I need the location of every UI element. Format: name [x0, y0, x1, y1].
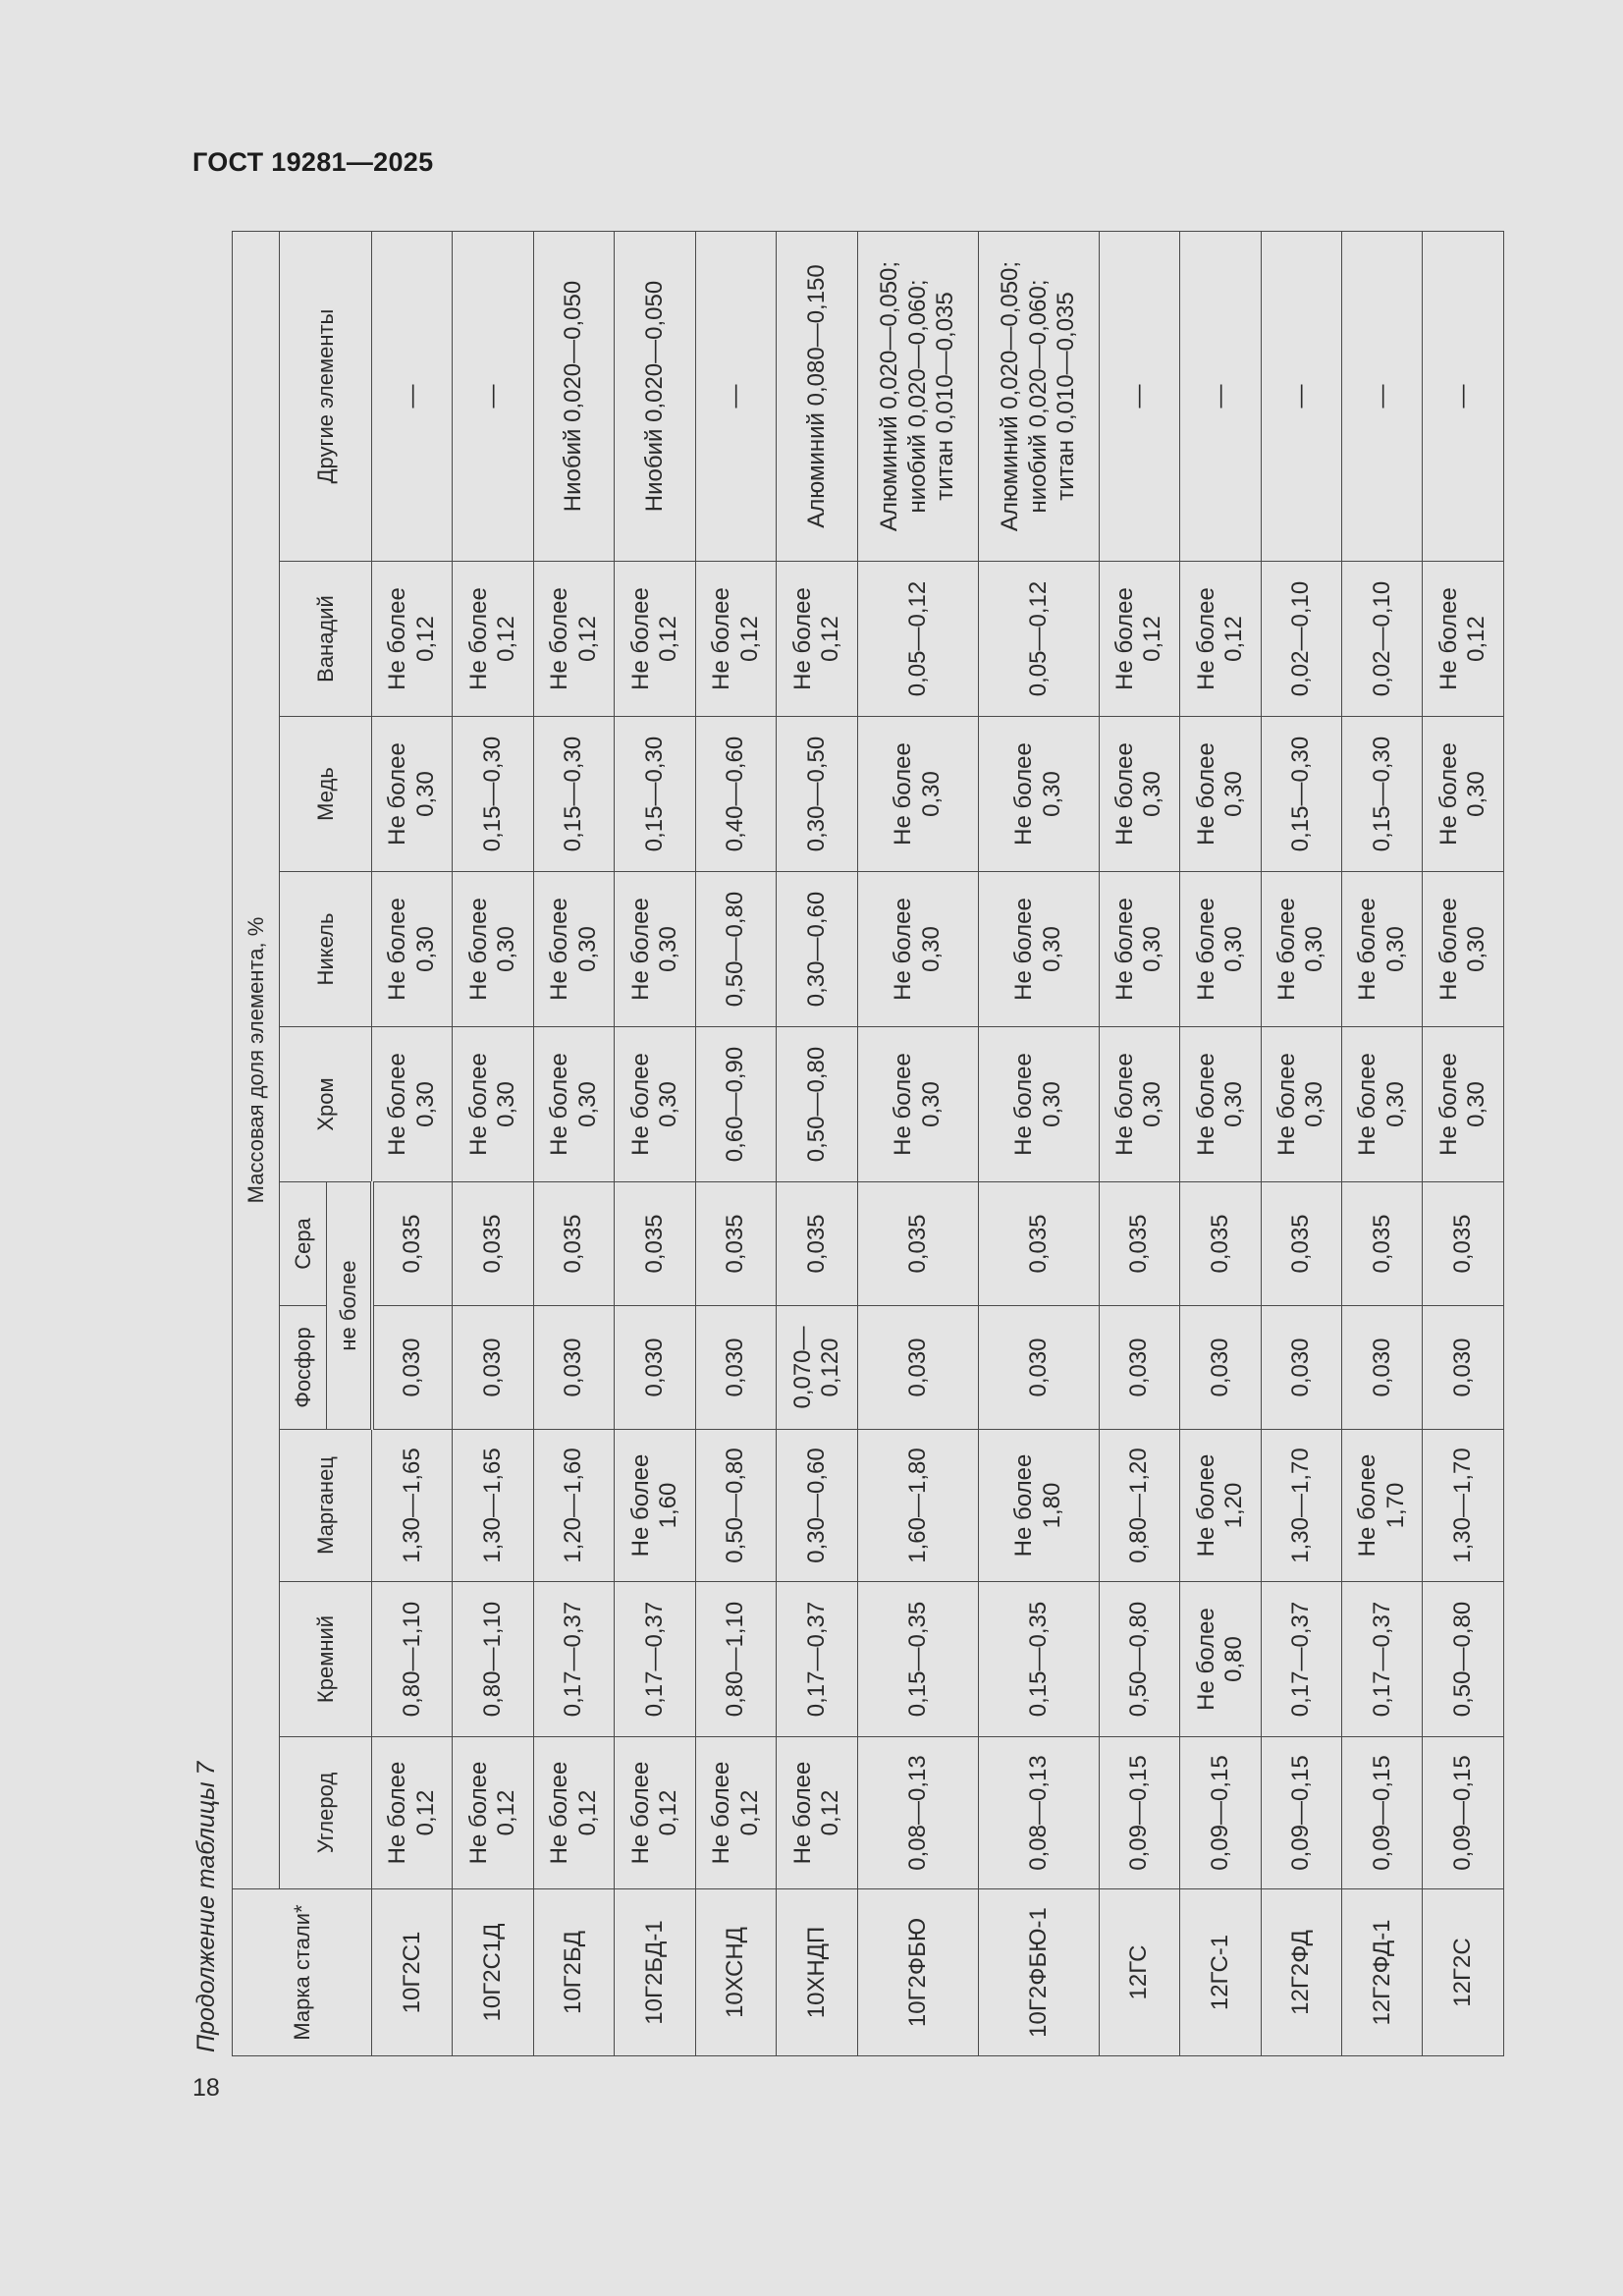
cell-vanadium: Не более 0,12	[1180, 562, 1261, 717]
cell-nickel: Не более 0,30	[1342, 872, 1423, 1027]
cell-silicon: 0,15—0,35	[978, 1582, 1099, 1737]
cell-chromium: Не более 0,30	[533, 1027, 614, 1182]
cell-other-elements: —	[695, 232, 776, 562]
cell-chromium: Не более 0,30	[1261, 1027, 1341, 1182]
cell-grade: 10Г2БД-1	[615, 1889, 695, 2056]
cell-other-elements: —	[453, 232, 533, 562]
cell-grade: 12ГС	[1099, 1889, 1179, 2056]
cell-silicon: 0,50—0,80	[1099, 1582, 1179, 1737]
cell-grade: 12Г2С	[1423, 1889, 1504, 2056]
cell-copper: Не более 0,30	[1099, 717, 1179, 872]
cell-nickel: 0,30—0,60	[777, 872, 857, 1027]
header-nickel: Никель	[280, 872, 372, 1027]
cell-phosphorus: 0,030	[1180, 1306, 1261, 1430]
cell-phosphorus: 0,030	[1423, 1306, 1504, 1430]
cell-chromium: Не более 0,30	[978, 1027, 1099, 1182]
cell-nickel: Не более 0,30	[1423, 872, 1504, 1027]
cell-sulfur: 0,035	[1099, 1182, 1179, 1306]
table-row	[695, 232, 776, 2056]
cell-silicon: 0,17—0,37	[777, 1582, 857, 1737]
cell-silicon: 0,80—1,10	[372, 1582, 453, 1737]
cell-carbon: Не более 0,12	[372, 1737, 453, 1889]
cell-vanadium: Не более 0,12	[615, 562, 695, 717]
cell-copper: 0,30—0,50	[777, 717, 857, 872]
cell-nickel: Не более 0,30	[1180, 872, 1261, 1027]
chemical-composition-table-wrapper	[232, 232, 1504, 2056]
cell-grade: 10Г2БД	[533, 1889, 614, 2056]
table-row	[1342, 232, 1423, 2056]
cell-phosphorus: 0,070— 0,120	[777, 1306, 857, 1430]
cell-chromium: 0,60—0,90	[695, 1027, 776, 1182]
cell-nickel: Не более 0,30	[615, 872, 695, 1027]
cell-manganese: 0,50—0,80	[695, 1430, 776, 1582]
cell-phosphorus: 0,030	[1261, 1306, 1341, 1430]
cell-sulfur: 0,035	[978, 1182, 1099, 1306]
cell-grade: 12Г2ФД	[1261, 1889, 1341, 2056]
table-row	[777, 232, 857, 2056]
cell-sulfur: 0,035	[615, 1182, 695, 1306]
cell-carbon: 0,09—0,15	[1342, 1737, 1423, 1889]
cell-other-elements: —	[1342, 232, 1423, 562]
cell-chromium: Не более 0,30	[615, 1027, 695, 1182]
cell-grade: 12ГС-1	[1180, 1889, 1261, 2056]
cell-other-elements: —	[1261, 232, 1341, 562]
cell-other-elements: Ниобий 0,020—0,050	[615, 232, 695, 562]
cell-vanadium: Не более 0,12	[695, 562, 776, 717]
table-row	[453, 232, 533, 2056]
header-phosphorus: Фосфор	[280, 1306, 327, 1430]
header-mass-fraction: Массовая доля элемента, %	[233, 232, 280, 1889]
cell-copper: Не более 0,30	[978, 717, 1099, 872]
cell-other-elements: —	[372, 232, 453, 562]
cell-manganese: 0,80—1,20	[1099, 1430, 1179, 1582]
cell-phosphorus: 0,030	[1342, 1306, 1423, 1430]
cell-copper: 0,15—0,30	[1261, 717, 1341, 872]
cell-other-elements: —	[1423, 232, 1504, 562]
header-not-more: не более	[327, 1182, 372, 1430]
cell-phosphorus: 0,030	[533, 1306, 614, 1430]
cell-nickel: Не более 0,30	[453, 872, 533, 1027]
cell-chromium: 0,50—0,80	[777, 1027, 857, 1182]
cell-manganese: 1,60—1,80	[857, 1430, 978, 1582]
cell-other-elements: Алюминий 0,020—0,050; ниобий 0,020—0,060; титан 0,010—0,035	[978, 232, 1099, 562]
chemical-composition-table	[232, 231, 1504, 2056]
cell-other-elements: Алюминий 0,080—0,150	[777, 232, 857, 562]
cell-chromium: Не более 0,30	[1180, 1027, 1261, 1182]
cell-copper: Не более 0,30	[1423, 717, 1504, 872]
cell-grade: 10Г2С1	[372, 1889, 453, 2056]
cell-grade: 12Г2ФД-1	[1342, 1889, 1423, 2056]
table-row	[857, 232, 978, 2056]
cell-other-elements: —	[1099, 232, 1179, 562]
cell-other-elements: —	[1180, 232, 1261, 562]
cell-grade: 10Г2ФБЮ	[857, 1889, 978, 2056]
cell-manganese: 1,30—1,70	[1423, 1430, 1504, 1582]
header-other-elements: Другие элементы	[280, 232, 372, 562]
cell-phosphorus: 0,030	[372, 1306, 453, 1430]
table-row	[1099, 232, 1179, 2056]
cell-carbon: 0,09—0,15	[1180, 1737, 1261, 1889]
cell-vanadium: Не более 0,12	[777, 562, 857, 717]
cell-phosphorus: 0,030	[978, 1306, 1099, 1430]
cell-chromium: Не более 0,30	[857, 1027, 978, 1182]
table-header	[233, 232, 372, 2056]
cell-sulfur: 0,035	[1342, 1182, 1423, 1306]
cell-sulfur: 0,035	[1261, 1182, 1341, 1306]
cell-carbon: 0,09—0,15	[1261, 1737, 1341, 1889]
cell-manganese: 1,30—1,65	[453, 1430, 533, 1582]
cell-silicon: 0,17—0,37	[615, 1582, 695, 1737]
cell-nickel: Не более 0,30	[857, 872, 978, 1027]
document-header: ГОСТ 19281—2025	[192, 147, 434, 177]
cell-vanadium: Не более 0,12	[1099, 562, 1179, 717]
cell-chromium: Не более 0,30	[1342, 1027, 1423, 1182]
table-row	[615, 232, 695, 2056]
cell-vanadium: 0,02—0,10	[1342, 562, 1423, 717]
cell-vanadium: Не более 0,12	[453, 562, 533, 717]
cell-silicon: 0,17—0,37	[1342, 1582, 1423, 1737]
cell-manganese: Не более 1,20	[1180, 1430, 1261, 1582]
cell-other-elements: Ниобий 0,020—0,050	[533, 232, 614, 562]
header-manganese: Марганец	[280, 1430, 372, 1582]
cell-copper: 0,40—0,60	[695, 717, 776, 872]
cell-vanadium: Не более 0,12	[372, 562, 453, 717]
table-row	[1180, 232, 1261, 2056]
cell-vanadium: 0,02—0,10	[1261, 562, 1341, 717]
header-vanadium: Ванадий	[280, 562, 372, 717]
cell-grade: 10Г2ФБЮ-1	[978, 1889, 1099, 2056]
cell-sulfur: 0,035	[372, 1182, 453, 1306]
cell-copper: 0,15—0,30	[1342, 717, 1423, 872]
table-body	[372, 232, 1504, 2056]
table-row	[1423, 232, 1504, 2056]
cell-sulfur: 0,035	[695, 1182, 776, 1306]
cell-manganese: 1,20—1,60	[533, 1430, 614, 1582]
cell-silicon: 0,80—1,10	[695, 1582, 776, 1737]
cell-phosphorus: 0,030	[1099, 1306, 1179, 1430]
cell-carbon: Не более 0,12	[777, 1737, 857, 1889]
cell-nickel: Не более 0,30	[978, 872, 1099, 1027]
table-row	[372, 232, 453, 2056]
cell-carbon: 0,08—0,13	[857, 1737, 978, 1889]
cell-chromium: Не более 0,30	[372, 1027, 453, 1182]
cell-grade: 10ХНДП	[777, 1889, 857, 2056]
cell-copper: Не более 0,30	[1180, 717, 1261, 872]
cell-sulfur: 0,035	[777, 1182, 857, 1306]
cell-vanadium: 0,05—0,12	[978, 562, 1099, 717]
cell-manganese: 1,30—1,65	[372, 1430, 453, 1582]
cell-manganese: Не более 1,60	[615, 1430, 695, 1582]
cell-nickel: Не более 0,30	[533, 872, 614, 1027]
header-sulfur: Сера	[280, 1182, 327, 1306]
cell-silicon: 0,17—0,37	[1261, 1582, 1341, 1737]
page-number: 18	[192, 2074, 220, 2102]
cell-carbon: 0,09—0,15	[1423, 1737, 1504, 1889]
cell-silicon: Не более 0,80	[1180, 1582, 1261, 1737]
cell-sulfur: 0,035	[1180, 1182, 1261, 1306]
cell-copper: 0,15—0,30	[453, 717, 533, 872]
cell-sulfur: 0,035	[453, 1182, 533, 1306]
cell-grade: 10ХСНД	[695, 1889, 776, 2056]
cell-copper: Не более 0,30	[372, 717, 453, 872]
cell-sulfur: 0,035	[857, 1182, 978, 1306]
cell-copper: Не более 0,30	[857, 717, 978, 872]
cell-phosphorus: 0,030	[615, 1306, 695, 1430]
header-grade: Марка стали*	[233, 1889, 372, 2056]
cell-chromium: Не более 0,30	[1423, 1027, 1504, 1182]
cell-vanadium: Не более 0,12	[533, 562, 614, 717]
cell-carbon: 0,08—0,13	[978, 1737, 1099, 1889]
cell-phosphorus: 0,030	[857, 1306, 978, 1430]
cell-nickel: Не более 0,30	[1099, 872, 1179, 1027]
cell-copper: 0,15—0,30	[533, 717, 614, 872]
header-chromium: Хром	[280, 1027, 372, 1182]
cell-silicon: 0,80—1,10	[453, 1582, 533, 1737]
cell-silicon: 0,50—0,80	[1423, 1582, 1504, 1737]
cell-vanadium: Не более 0,12	[1423, 562, 1504, 717]
cell-manganese: 1,30—1,70	[1261, 1430, 1341, 1582]
cell-sulfur: 0,035	[533, 1182, 614, 1306]
cell-vanadium: 0,05—0,12	[857, 562, 978, 717]
cell-phosphorus: 0,030	[695, 1306, 776, 1430]
cell-silicon: 0,15—0,35	[857, 1582, 978, 1737]
header-silicon: Кремний	[280, 1582, 372, 1737]
cell-other-elements: Алюминий 0,020—0,050; ниобий 0,020—0,060; титан 0,010—0,035	[857, 232, 978, 562]
cell-nickel: Не более 0,30	[372, 872, 453, 1027]
cell-carbon: Не более 0,12	[615, 1737, 695, 1889]
cell-sulfur: 0,035	[1423, 1182, 1504, 1306]
table-row	[978, 232, 1099, 2056]
cell-copper: 0,15—0,30	[615, 717, 695, 872]
cell-manganese: Не более 1,70	[1342, 1430, 1423, 1582]
cell-carbon: Не более 0,12	[533, 1737, 614, 1889]
cell-carbon: Не более 0,12	[695, 1737, 776, 1889]
cell-silicon: 0,17—0,37	[533, 1582, 614, 1737]
cell-phosphorus: 0,030	[453, 1306, 533, 1430]
cell-manganese: 0,30—0,60	[777, 1430, 857, 1582]
cell-carbon: 0,09—0,15	[1099, 1737, 1179, 1889]
cell-nickel: Не более 0,30	[1261, 872, 1341, 1027]
cell-nickel: 0,50—0,80	[695, 872, 776, 1027]
table-row	[1261, 232, 1341, 2056]
header-carbon: Углерод	[280, 1737, 372, 1889]
cell-chromium: Не более 0,30	[1099, 1027, 1179, 1182]
table-caption: Продолжение таблицы 7	[192, 1761, 220, 2052]
cell-chromium: Не более 0,30	[453, 1027, 533, 1182]
cell-carbon: Не более 0,12	[453, 1737, 533, 1889]
cell-manganese: Не более 1,80	[978, 1430, 1099, 1582]
table-row	[533, 232, 614, 2056]
header-copper: Медь	[280, 717, 372, 872]
cell-grade: 10Г2С1Д	[453, 1889, 533, 2056]
